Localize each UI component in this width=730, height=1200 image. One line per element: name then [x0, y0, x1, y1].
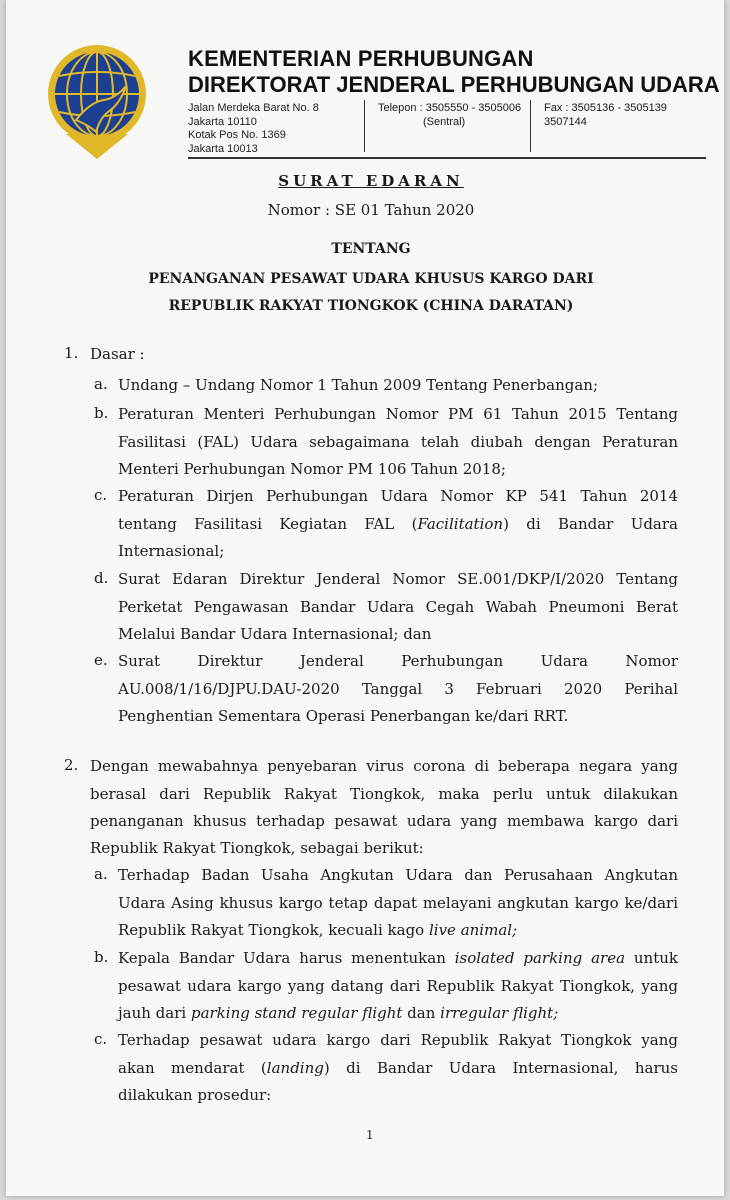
item-line: Peraturan Dirjen Perhubungan Udara Nomor KP 541 Tahun 2014	[118, 487, 678, 505]
section-number: 1.	[64, 344, 79, 362]
item-line: Kepala Bandar Udara harus menentukan isolated parking area untuk	[118, 949, 678, 967]
directorate-name: DIREKTORAT JENDERAL PERHUBUNGAN UDARA	[188, 72, 720, 97]
fax-extra: 3507144	[544, 115, 587, 128]
item-line: Surat Edaran Direktur Jenderal Nomor SE.001/DKP/I/2020 Tentang	[118, 570, 678, 588]
item-letter: c.	[94, 486, 108, 504]
item-line: Penghentian Sementara Operasi Penerbangan ke/dari RRT.	[118, 707, 569, 725]
address-line: Kotak Pos No. 1369	[188, 129, 286, 141]
item-line: AU.008/1/16/DJPU.DAU-2020 Tanggal 3 Februari 2020 Perihal	[118, 680, 678, 698]
telephone-numbers: Telepon : 3505550 - 3505006	[378, 102, 522, 114]
item-line: tentang Fasilitasi Kegiatan FAL (Facilitation) di Bandar Udara	[118, 515, 678, 533]
section-intro-line: Dengan mewabahnya penyebaran virus corona di beberapa negara yang	[90, 757, 678, 775]
section-intro-line: berasal dari Republik Rakyat Tiongkok, maka perlu untuk dilakukan	[90, 785, 678, 803]
fax-numbers: Fax : 3505136 - 3505139	[544, 102, 667, 114]
item-line: Surat Direktur Jenderal Perhubungan Udara Nomor	[118, 652, 678, 670]
document-title: SURAT EDARAN	[278, 172, 464, 190]
document-subject: PENANGANAN PESAWAT UDARA KHUSUS KARGO DARI	[148, 271, 594, 287]
section-intro-line: Republik Rakyat Tiongkok, sebagai berikut:	[90, 839, 424, 857]
item-line: Menteri Perhubungan Nomor PM 106 Tahun 2018;	[118, 460, 506, 478]
item-line: akan mendarat (landing) di Bandar Udara Internasional, harus	[118, 1059, 678, 1077]
item-line: Melalui Bandar Udara Internasional; dan	[118, 625, 432, 643]
ministry-logo-icon	[46, 42, 148, 160]
section-intro-line: penanganan khusus terhadap pesawat udara yang membawa kargo dari	[90, 812, 678, 830]
item-letter: b.	[94, 948, 109, 966]
document-page	[6, 0, 724, 1196]
item-line: Internasional;	[118, 542, 225, 560]
item-line: Fasilitasi (FAL) Udara sebagaimana telah diubah dengan Peraturan	[118, 433, 678, 451]
section-heading: Dasar :	[90, 345, 145, 363]
item-line: Undang – Undang Nomor 1 Tahun 2009 Tentang Penerbangan;	[118, 376, 599, 394]
header-divider	[364, 100, 365, 152]
item-line: jauh dari parking stand regular flight dan irregular flight;	[118, 1004, 559, 1022]
fax-block	[544, 102, 667, 129]
document-about: TENTANG	[331, 241, 411, 257]
address-line: Jakarta 10110	[188, 115, 257, 128]
item-line: Udara Asing khusus kargo tetap dapat melayani angkutan kargo ke/dari	[118, 894, 678, 912]
item-letter: b.	[94, 404, 109, 422]
item-line: dilakukan prosedur:	[118, 1086, 272, 1104]
telephone-block	[378, 102, 521, 129]
address-line: Jalan Merdeka Barat No. 8	[188, 102, 319, 114]
ministry-name: KEMENTERIAN PERHUBUNGAN	[188, 46, 534, 71]
section-number: 2.	[64, 756, 79, 774]
telephone-note: (Sentral)	[423, 115, 466, 128]
header-rule	[188, 157, 706, 159]
item-letter: e.	[94, 651, 108, 669]
item-line: pesawat udara kargo yang datang dari Republik Rakyat Tiongkok, yang	[118, 977, 678, 995]
document-subject: REPUBLIK RAKYAT TIONGKOK (CHINA DARATAN)	[168, 298, 574, 314]
item-line: Republik Rakyat Tiongkok, kecuali kago live animal;	[118, 921, 518, 939]
item-letter: c.	[94, 1030, 108, 1048]
header-divider	[530, 100, 531, 152]
item-letter: a.	[94, 865, 108, 883]
document-number: Nomor : SE 01 Tahun 2020	[267, 201, 475, 219]
page-number: 1	[366, 1128, 374, 1142]
item-letter: d.	[94, 569, 109, 587]
address-line: Jakarta 10013	[188, 142, 258, 155]
item-line: Perketat Pengawasan Bandar Udara Cegah Wabah Pneumoni Berat	[118, 598, 678, 616]
item-letter: a.	[94, 375, 108, 393]
address-block	[188, 102, 319, 156]
item-line: Terhadap Badan Usaha Angkutan Udara dan Perusahaan Angkutan	[118, 866, 678, 884]
item-line: Terhadap pesawat udara kargo dari Republik Rakyat Tiongkok yang	[118, 1031, 678, 1049]
item-line: Peraturan Menteri Perhubungan Nomor PM 61 Tahun 2015 Tentang	[118, 405, 678, 423]
